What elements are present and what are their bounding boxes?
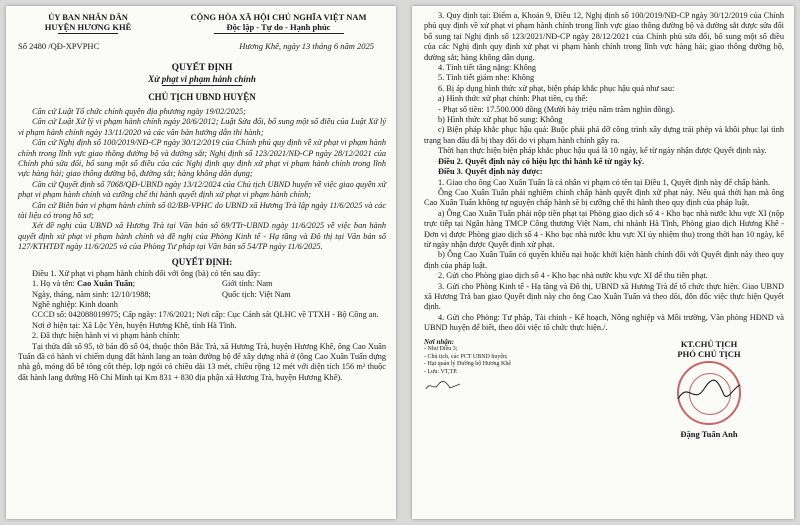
aggravating-circumstances: 4. Tình tiết tăng nặng: Không	[438, 63, 537, 73]
agency-line-2: HUYỆN HƯƠNG KHÊ	[44, 22, 132, 32]
main-penalty: a) Hình thức xử phạt chính: Phạt tiền, cụ thể:	[438, 94, 588, 104]
recipient-item: - Như Điều 3;	[424, 346, 458, 353]
basis-paragraph: Căn cứ Nghị định số 100/2019/NĐ-CP ngày 30/12/2019 của Chính phủ quy định về xử phạt vi phạm hành chính trong lĩnh vực giao thông đường bộ và đường sắt; Nghị định số 123/2021/NĐ-CP ngày 28/12/2021 của Chính phủ sửa đổi, bổ sung một số điều của các Nghị định quy định xử phạt vi phạm hành chính trong lĩnh vực hàng hải; giao thông đường bộ, đường sắt; hàng không dân dụng;	[18, 138, 386, 179]
violator-name: Cao Xuân Tuấn	[76, 279, 133, 289]
motto-underline	[214, 33, 344, 34]
document-header	[18, 12, 386, 34]
name-label: 1. Họ và tên:	[32, 279, 77, 289]
sign-title-1: KT.CHỦ TỊCH	[680, 338, 738, 349]
issuing-agency	[18, 12, 158, 34]
agency-line-1: ỦY BAN NHÂN DÂN	[48, 12, 128, 22]
legal-provision: 3. Quy định tại: Điểm a, Khoản 9, Điều 12, Nghị định số 100/2019/NĐ-CP ngày 30/12/2019 của Chính phủ quy định về xử phạt vi phạm hành chính trong lĩnh vực giao thông đường bộ và đường sắt được sửa đổi bổ sung tại Nghị định số 123/2021/NĐ-CP ngày 28/12/2021 của Chính phủ sửa đổi, bổ sung một số điều của các Nghị định quy định xử phạt vi phạm hành chính trong lĩnh vực hàng hải; giao thông đường bộ, đường sắt; hàng không dân dụng.	[424, 11, 784, 62]
penalty-heading: 6. Bị áp dụng hình thức xử phạt, biện pháp khắc phục hậu quả như sau:	[438, 83, 675, 93]
violator-id: CCCD số: 042088019975; Cấp ngày: 17/6/2021; Nơi cấp: Cục Cảnh sát QLHC về TTXH - Bộ Công an.	[32, 310, 379, 320]
violator-dob-row	[18, 290, 386, 300]
recipient-item: - Lưu: VT,TP.	[424, 368, 458, 375]
document-subtitle: Xử phạt vi phạm hành chính	[148, 74, 256, 84]
article-3-item: Ông Cao Xuân Tuấn phải nghiêm chỉnh chấp hành quyết định xử phạt này. Nếu quá thời hạn mà ông Cao Xuân Tuấn không tự nguyện chấp hành sẽ bị cưỡng chế thi hành theo quy định của pháp luật.	[424, 187, 784, 208]
article-3-item: 2. Gửi cho Phòng giao dịch số 4 - Kho bạc nhà nước khu vực XI để thu tiền phạt.	[438, 271, 708, 281]
recipients-block	[424, 339, 564, 439]
remedial-deadline: Thời hạn thực hiện biện pháp khắc phục hậu quả là 10 ngày, kể từ ngày nhận được Quyết định này.	[438, 146, 767, 156]
violation-heading: 2. Đã thực hiện hành vi vi phạm hành chính:	[32, 331, 180, 341]
document-footer	[424, 339, 784, 439]
article-3: Điều 3. Quyết định này được:	[438, 167, 543, 177]
document-title: QUYẾT ĐỊNH	[171, 63, 233, 73]
article-3-item: 3. Gửi cho Phòng Kinh tế - Hạ tầng và Đô thị, UBND xã Hương Trà để tổ chức thực hiện. Giao UBND xã Hương Trà ban giao Quyết định này cho ông Cao Xuân Tuấn và theo dõi, đôn đốc việc thực hiện Quyết định.	[424, 281, 784, 312]
fine-amount: - Phạt số tiền: 17.500.000 đồng (Mười bảy triệu năm trăm nghìn đồng).	[438, 104, 675, 114]
recipient-item: - Chủ tịch, các PCT UBND huyện;	[424, 353, 508, 360]
national-motto	[171, 12, 386, 34]
mitigating-circumstances: 5. Tình tiết giảm nhẹ: Không	[438, 73, 535, 83]
violator-name-row: 1. Họ và tên: Cao Xuân Tuấn; Giới tính: Nam	[32, 279, 273, 289]
legal-basis	[18, 107, 386, 253]
article-2: Điều 2. Quyết định này có hiệu lực thi hành kể từ ngày ký.	[438, 156, 645, 166]
recipient-item: - Hạt quản lý Đường bộ Hương Khê	[424, 361, 512, 368]
subtitle-underline	[162, 85, 242, 86]
violator-dob: Ngày, tháng, năm sinh: 12/10/1988;	[32, 289, 151, 299]
violator-occupation: Nghề nghiệp: Kinh doanh	[32, 299, 118, 309]
sign-title-2: PHÓ CHỦ TỊCH	[677, 348, 741, 359]
article-3-item: 4. Gửi cho Phòng: Tư pháp, Tài chính - Kế hoạch, Nông nghiệp và Môi trường, Văn phòng HĐND và UBND huyện để biết, theo dõi việc tổ chức thực hiện./.	[424, 312, 784, 333]
article-1-intro: Điều 1. Xử phạt vi phạm hành chính đối với ông (bà) có tên sau đây:	[32, 268, 261, 278]
document-page-1	[6, 6, 396, 519]
article-3-item: 1. Giao cho ông Cao Xuân Tuấn là cá nhân vi phạm có tên tại Điều 1, Quyết định này để chấp hành.	[438, 177, 771, 187]
motto: Độc lập - Tự do - Hạnh phúc	[226, 22, 331, 32]
document-date: Hương Khê, ngày 13 tháng 6 năm 2025	[239, 41, 374, 51]
document-page-2	[412, 6, 794, 519]
basis-paragraph: Xét đề nghị của UBND xã Hương Trà tại Văn bản số 69/TTr-UBND ngày 11/6/2025 về việc ban hành quyết định xử phạt vi phạm hành chính và đề nghị của Phòng Kinh tế - Hạ tầng và Đô thị tại Văn bản số 127/KTHTĐT ngày 11/6/2025 và của Phòng Tư pháp tại Văn bản số 54/TP ngày 11/6/2025.	[18, 221, 386, 252]
agency-underline	[58, 33, 118, 34]
document-meta	[18, 41, 386, 51]
article-3-item: b) Ông Cao Xuân Tuấn có quyền khiếu nại hoặc khởi kiện hành chính đối với Quyết định này theo quy định của pháp luật.	[424, 250, 784, 270]
initials-signature-icon	[424, 379, 464, 393]
recipients-label: Nơi nhận:	[424, 337, 455, 346]
handwritten-signature-icon	[674, 377, 744, 407]
violator-nationality: Quốc tịch: Việt Nam	[222, 289, 291, 299]
document-number: Số 2480 /QĐ-XPVPHC	[18, 41, 100, 51]
violator-residence: Nơi ở hiện tại: Xã Lộc Yên, huyện Hương Khê, tỉnh Hà Tĩnh.	[32, 320, 237, 330]
nation-name: CỘNG HÒA XÃ HỘI CHỦ NGHĨA VIỆT NAM	[190, 12, 367, 22]
remedial-measures: c) Biện pháp khắc phục hậu quả: Buộc phải phá dỡ công trình xây dựng trái phép và khôi phục lại tình trạng ban đầu đã bị thay đổi do vi phạm hành chính gây ra.	[424, 125, 784, 145]
signer-name: Đặng Tuấn Anh	[680, 428, 738, 439]
basis-paragraph: Căn cứ Quyết định số 7068/QĐ-UBND ngày 13/12/2024 của Chủ tịch UBND huyện về việc giao quyền xử phạt vi phạm hành chính và cưỡng chế thi hành quyết định xử phạt vi phạm hành chính;	[18, 179, 386, 200]
basis-paragraph: Căn cứ Luật Tổ chức chính quyền địa phương ngày 19/02/2025;	[32, 107, 246, 116]
decision-heading: QUYẾT ĐỊNH:	[171, 256, 233, 267]
issuing-authority: CHỦ TỊCH UBND HUYỆN	[148, 92, 256, 102]
signature-block	[634, 339, 784, 439]
additional-penalty: b) Hình thức xử phạt bổ sung: Không	[438, 115, 563, 125]
violator-gender: Giới tính: Nam	[222, 279, 273, 289]
basis-paragraph: Căn cứ Luật Xử lý vi phạm hành chính ngày 20/6/2012; Luật Sửa đổi, bổ sung một số điều của Luật Xử lý vi phạm hành chính ngày 13/11/2020 và các văn bản hướng dẫn thi hành;	[18, 117, 386, 137]
article-3-item: a) Ông Cao Xuân Tuấn phải nộp tiền phạt tại Phòng giao dịch số 4 - Kho bạc nhà nước khu vực XI (nộp trực tiếp tại Ngân hàng TMCP Công thương Việt Nam, chi nhánh Hà Tĩnh, Phòng giao dịch Hương Khê - Đơn vị được Phòng giao dịch số 4 - Kho bạc nhà nước khu vực XI ủy nhiệm thu) trong thời hạn 10 ngày, kể từ ngày nhận được Quyết định xử phạt.	[424, 208, 784, 249]
violation-description: Tại thửa đất số 95, tờ bản đồ số 04, thuộc thôn Bắc Trà, xã Hương Trà, huyện Hương Khê, ông Cao Xuân Tuấn đã có hành vi chiếm dụng đất hành lang an toàn đường bộ để xây dựng nhà ở (ông Cao Xuân Tuấn dựng nhà gỗ, móng đổ bê tông cốt thép, lợp ngói có chiều dài 13 mét, chiều rộng 12 mét với diện tích 156 m² thuộc đất hành lang đường Hồ Chí Minh tại Km 831 + 830 địa phận xã Hương Trà, huyện Hương Khê).	[18, 341, 386, 382]
basis-paragraph: Căn cứ Biên bản vi phạm hành chính số 02/BB-VPHC do UBND xã Hương Trà lập ngày 11/6/2025 và các tài liệu có trong hồ sơ;	[18, 200, 386, 221]
